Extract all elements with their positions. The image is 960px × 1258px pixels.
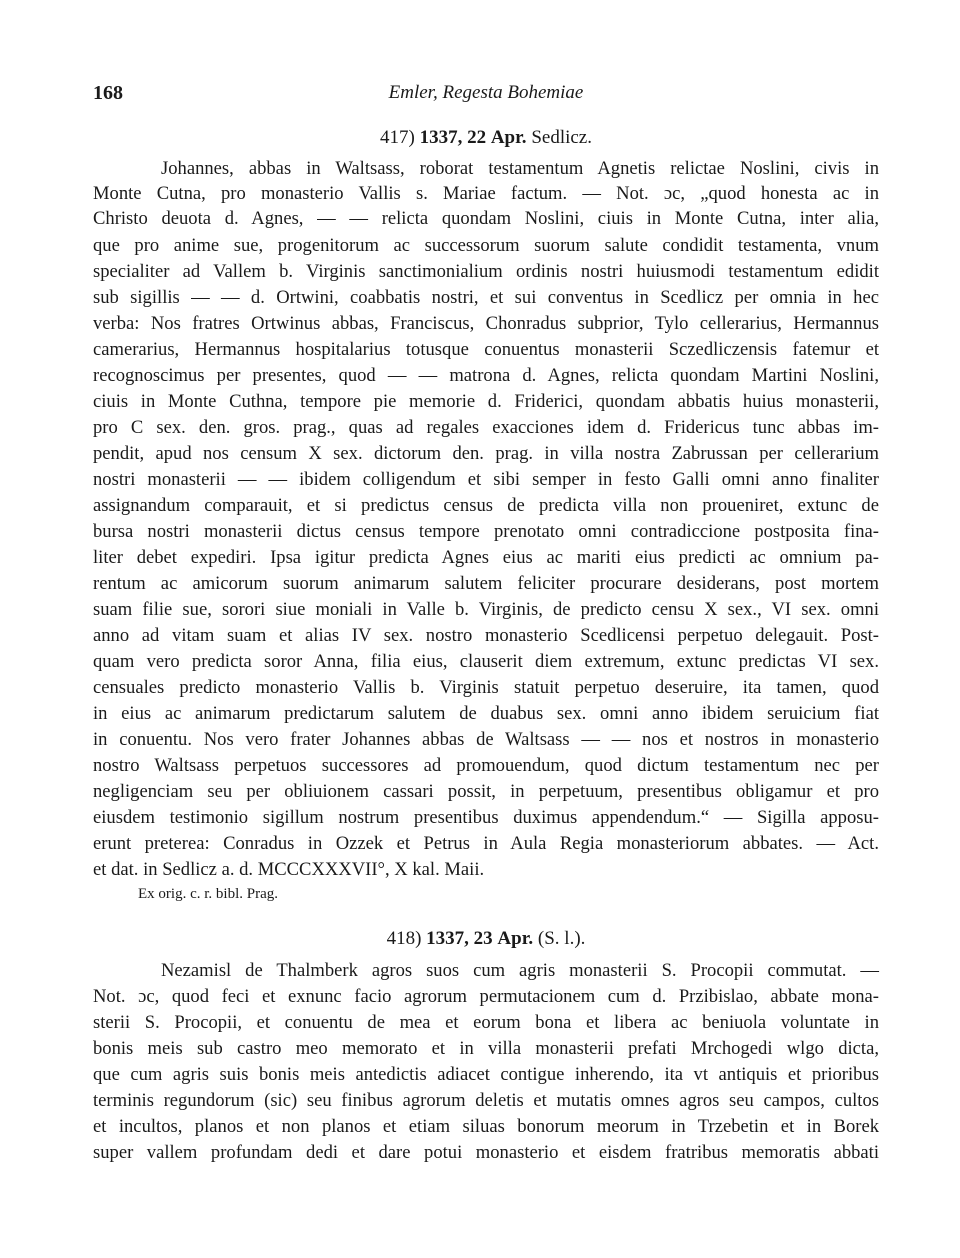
entry-417-line: in conuentu. Nos vero frater Johannes abbas de Waltsass — — nos et nostros in monasterio [93,729,879,750]
entry-417-line: in eius ac animarum predictarum salutem de duabus sex. omni anno ibidem seruicium fiat [93,703,879,724]
entry-417-line: ciuis in Monte Cuthna, tempore pie memorie d. Friderici, quondam abbatis huius monasterii, [93,391,879,412]
entry-418-date: 1337, 23 [426,928,493,949]
entry-418-number: 418) [386,928,422,949]
entry-418-line: Not. ɔc, quod feci et exnunc facio agrorum permutacionem cum d. Przibislao, abbate mona- [93,986,879,1007]
entry-417-line: pro C sex. den. gros. prag., quas ad regales exacciones idem d. Fridericus tunc abbas im- [93,417,879,438]
entry-418-heading [93,926,879,952]
entry-417-line: et dat. in Sedlicz a. d. MCCCXXXVII°, X kal. Maii. [93,859,485,880]
entry-417-line: censuales predicto monasterio Vallis b. Virginis statuit perpetuo deseruire, ita tamen, quod [93,677,879,698]
entry-417-line: recognoscimus per presentes, quod — — matrona d. Agnes, relicta quondam Martini Noslini, [93,365,879,386]
entry-417-line: que pro anime sue, progenitorum ac successorum suorum salute condidit testamenta, vnum [93,235,879,256]
entry-417-line: eiusdem testimonio sigillum nostrum presentibus duximus appendendum.“ — Sigilla apposu- [93,807,879,828]
page-header [93,82,879,112]
entry-418-place: (S. l.). [537,928,586,949]
entry-417-line: suam filie sue, sorori siue moniali in Valle b. Virginis, de predicto censu X sex., VI sex. omni [93,599,879,620]
entry-418-line: terminis regundorum (sic) seu finibus agrorum deletis et mutatis omnes agros seu campos, cultos [93,1090,879,1111]
entry-417-line: pendit, apud nos censum X sex. dictorum den. prag. in villa nostra Zabrussan per cellerarium [93,443,879,464]
entry-417-line: specialiter ad Vallem b. Virginis sanctimonialium ordinis nostri huiusmodi testamentum edidit [93,261,879,282]
source-note: Ex orig. c. r. bibl. Prag. [138,886,278,902]
entry-417-line: nostro Waltsass perpetuos successores ad promouendum, quod dictum testamentum nec per [93,755,879,776]
entry-417-month: Apr. [490,127,527,148]
entry-417-line: sub sigillis — — d. Ortwini, coabbatis nostri, et sui conventus in Scedlicz per omnia in hec [93,287,879,308]
entry-417-line: rentum ac amicorum suorum animarum salutem feliciter procurare desiderans, post mortem [93,573,879,594]
entry-417-place: Sedlicz. [531,127,592,148]
running-title: Emler, Regesta Bohemiae [388,82,584,103]
entry-417-number: 417) [380,127,415,148]
entry-418-line: sterii S. Procopii, et conuentu de mea et eorum bona et libera ac beniuola voluntate in [93,1012,879,1033]
entry-417-line: bursa nostri monasterii dictus census tempore prenotato omni contradiccione postposita fina- [93,521,879,542]
entry-417-line: camerarius, Hermannus hospitalarius totusque conuentus monasterii Sczedliczensis fatemur et [93,339,879,360]
entry-417-line: erunt preterea: Conradus in Ozzek et Petrus in Aula Regia monasteriorum abbates. — Act. [93,833,879,854]
entry-417-line: quam vero predicta soror Anna, filia eius, clauserit diem extremum, extunc predictas VI sex. [93,651,879,672]
entry-418-month: Apr. [497,928,534,949]
entry-417-line: negligenciam seu per obliuionem cassari possit, in perpetuum, presentibus obligamur et pro [93,781,879,802]
entry-417-line: anno ad vitam suam et alias IV sex. nostro monasterio Scedlicensi perpetuo delegauit. Post- [93,625,879,646]
entry-417-heading [93,125,879,151]
entry-418-line: que cum agris suis bonis meis antedictis adiacet contigue inherendo, ita vt antiquis et prioribus [93,1064,879,1085]
entry-417-line: Christo deuota d. Agnes, — — relicta quondam Noslini, ciuis in Monte Cutna, inter alia, [93,208,879,229]
entry-417-line: Johannes, abbas in Waltsass, roborat testamentum Agnetis relictae Noslini, civis in [161,158,879,179]
entry-418-line: bonis meis sub castro meo memorato et in villa monasterii prefati Mrchogedi wlgo dicta, [93,1038,879,1059]
entry-417-line: liter debet expediri. Ipsa igitur predicta Agnes eius ac mariti eius predicti ac omnium pa- [93,547,879,568]
entry-417-line: assignandum comparauit, et si predictus census de predicta villa non proueniret, extunc de [93,495,879,516]
page-number: 168 [93,82,123,104]
entry-418-line: Nezamisl de Thalmberk agros suos cum agris monasterii S. Procopii commutat. — [161,960,879,981]
entry-417-date: 1337, 22 [419,127,487,148]
entry-418-line: et incultos, planos et non planos et etiam siluas bonorum meorum in Trzebetin et in Borek [93,1116,879,1137]
entry-417-line: verba: Nos fratres Ortwinus abbas, Franciscus, Chonradus subprior, Tylo cellerarius, Hermannus [93,313,879,334]
entry-418-line: super vallem profundam dedi et dare potui monasterio et eisdem fratribus memoratis abbati [93,1142,879,1163]
entry-417-line: Monte Cutna, pro monasterio Vallis s. Mariae factum. — Not. ɔc, „quod honesta ac in [93,183,879,204]
entry-417-line: nostri monasterii — — ibidem colligendum et sibi semper in festo Galli omni anno finaliter [93,469,879,490]
